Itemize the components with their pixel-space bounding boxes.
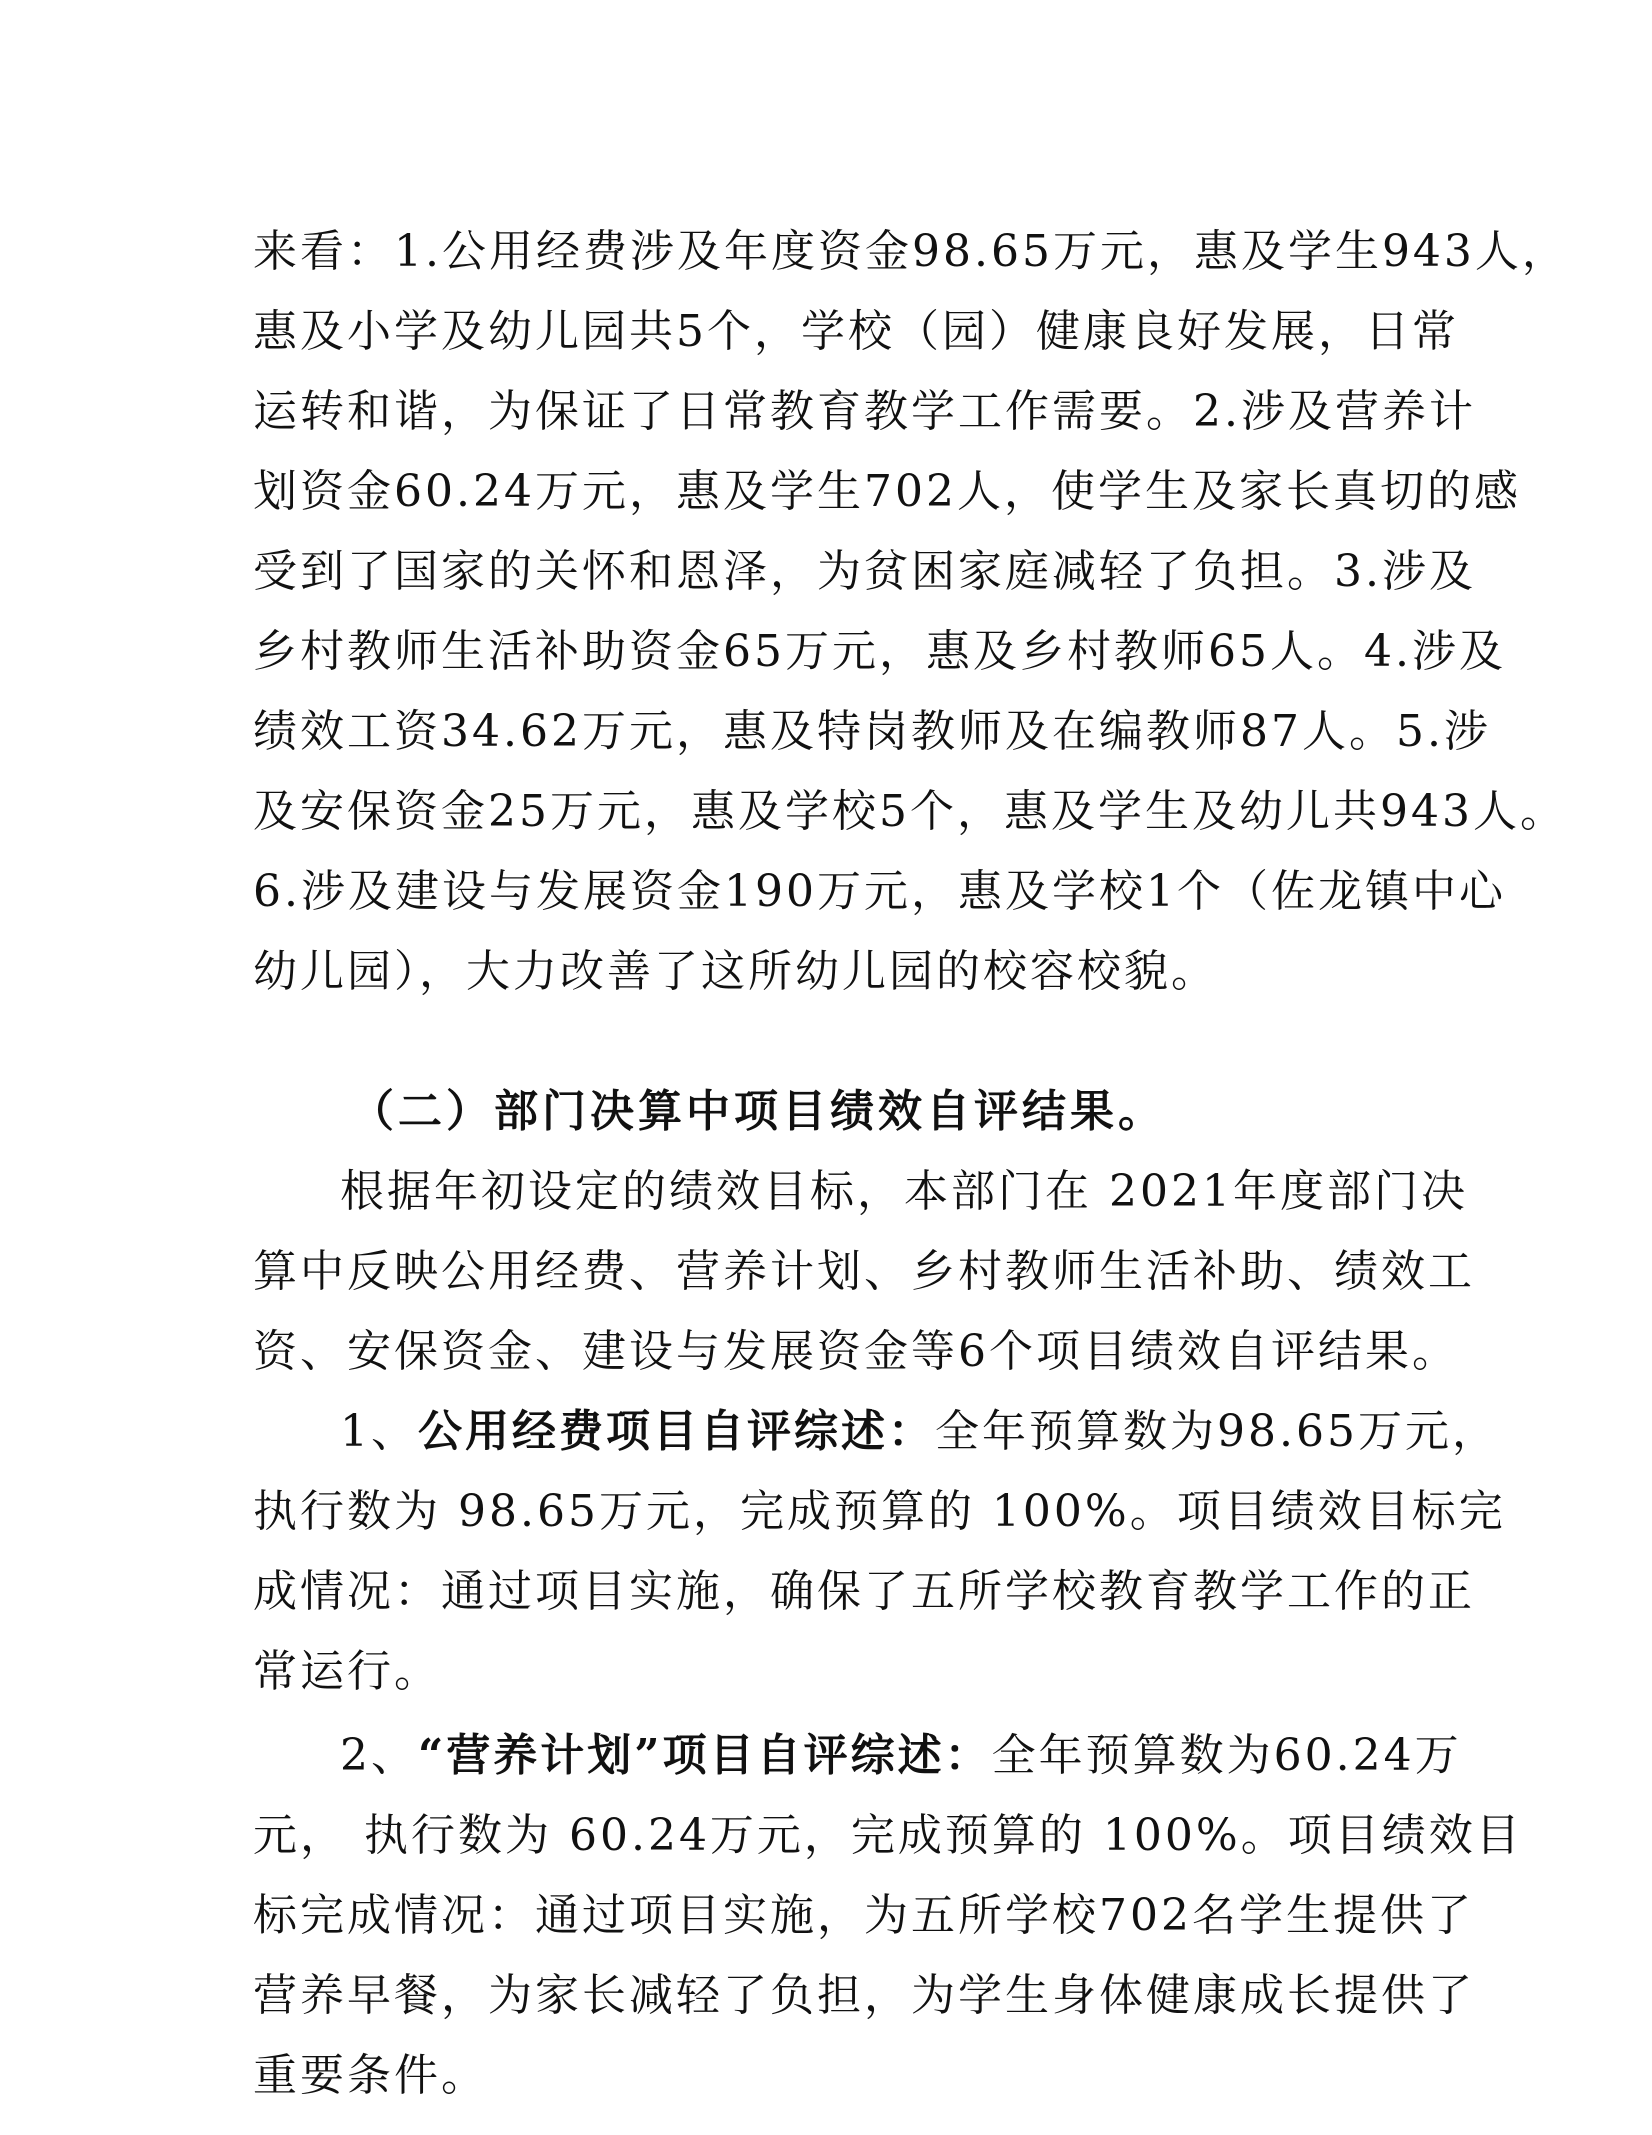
- item-2-first-line: [340, 1726, 1490, 1786]
- paragraph-1-line-8: 及安保资金25万元，惠及学校5个，惠及学生及幼儿共943人。: [253, 786, 1567, 837]
- item-1-line-4: 常运行。: [253, 1646, 441, 1697]
- paragraph-2-line-2: 算中反映公用经费、营养计划、乡村教师生活补助、绩效工: [253, 1246, 1475, 1297]
- item-2-first-rest: 全年预算数为60.24万: [991, 1730, 1462, 1781]
- item-1-first-rest: 全年预算数为98.65万元，: [935, 1406, 1499, 1457]
- item-1-title: 公用经费项目自评综述：: [418, 1406, 935, 1457]
- paragraph-2-line-1: 根据年初设定的绩效目标，本部门在 2021年度部门决: [340, 1166, 1468, 1217]
- item-1-first-line: [340, 1402, 1499, 1462]
- item-2-line-2: 元， 执行数为 60.24万元，完成预算的 100%。项目绩效目: [253, 1810, 1523, 1861]
- item-2-line-4: 营养早餐，为家长减轻了负担，为学生身体健康成长提供了: [253, 1970, 1475, 2021]
- paragraph-1-line-1: 来看：1.公用经费涉及年度资金98.65万元，惠及学生943人，: [253, 226, 1569, 277]
- paragraph-2-line-3: 资、安保资金、建设与发展资金等6个项目绩效自评结果。: [253, 1326, 1459, 1377]
- item-1-prefix: 1、: [340, 1406, 418, 1457]
- item-1-line-2: 执行数为 98.65万元，完成预算的 100%。项目绩效目标完: [253, 1486, 1506, 1537]
- item-2-title: “营养计划”项目自评综述：: [418, 1730, 992, 1781]
- item-2-prefix: 2、: [340, 1730, 418, 1781]
- paragraph-1-line-9: 6.涉及建设与发展资金190万元，惠及学校1个（佐龙镇中心: [253, 866, 1506, 917]
- paragraph-1-line-3: 运转和谐，为保证了日常教育教学工作需要。2.涉及营养计: [253, 386, 1476, 437]
- paragraph-1-line-7: 绩效工资34.62万元，惠及特岗教师及在编教师87人。5.涉: [253, 706, 1491, 757]
- paragraph-1-line-5: 受到了国家的关怀和恩泽，为贫困家庭减轻了负担。3.涉及: [253, 546, 1476, 597]
- section-heading: （二）部门决算中项目绩效自评结果。: [350, 1086, 1166, 1137]
- paragraph-1-line-10: 幼儿园），大力改善了这所幼儿园的校容校貌。: [253, 946, 1218, 997]
- item-1-line-3: 成情况：通过项目实施，确保了五所学校教育教学工作的正: [253, 1566, 1475, 1617]
- paragraph-1-line-2: 惠及小学及幼儿园共5个，学校（园）健康良好发展，日常: [253, 306, 1459, 357]
- paragraph-1-line-4: 划资金60.24万元，惠及学生702人，使学生及家长真切的感: [253, 466, 1521, 517]
- item-2-line-5: 重要条件。: [253, 2050, 488, 2101]
- paragraph-1-line-6: 乡村教师生活补助资金65万元，惠及乡村教师65人。4.涉及: [253, 626, 1506, 677]
- item-2-line-3: 标完成情况：通过项目实施，为五所学校702名学生提供了: [253, 1890, 1474, 1941]
